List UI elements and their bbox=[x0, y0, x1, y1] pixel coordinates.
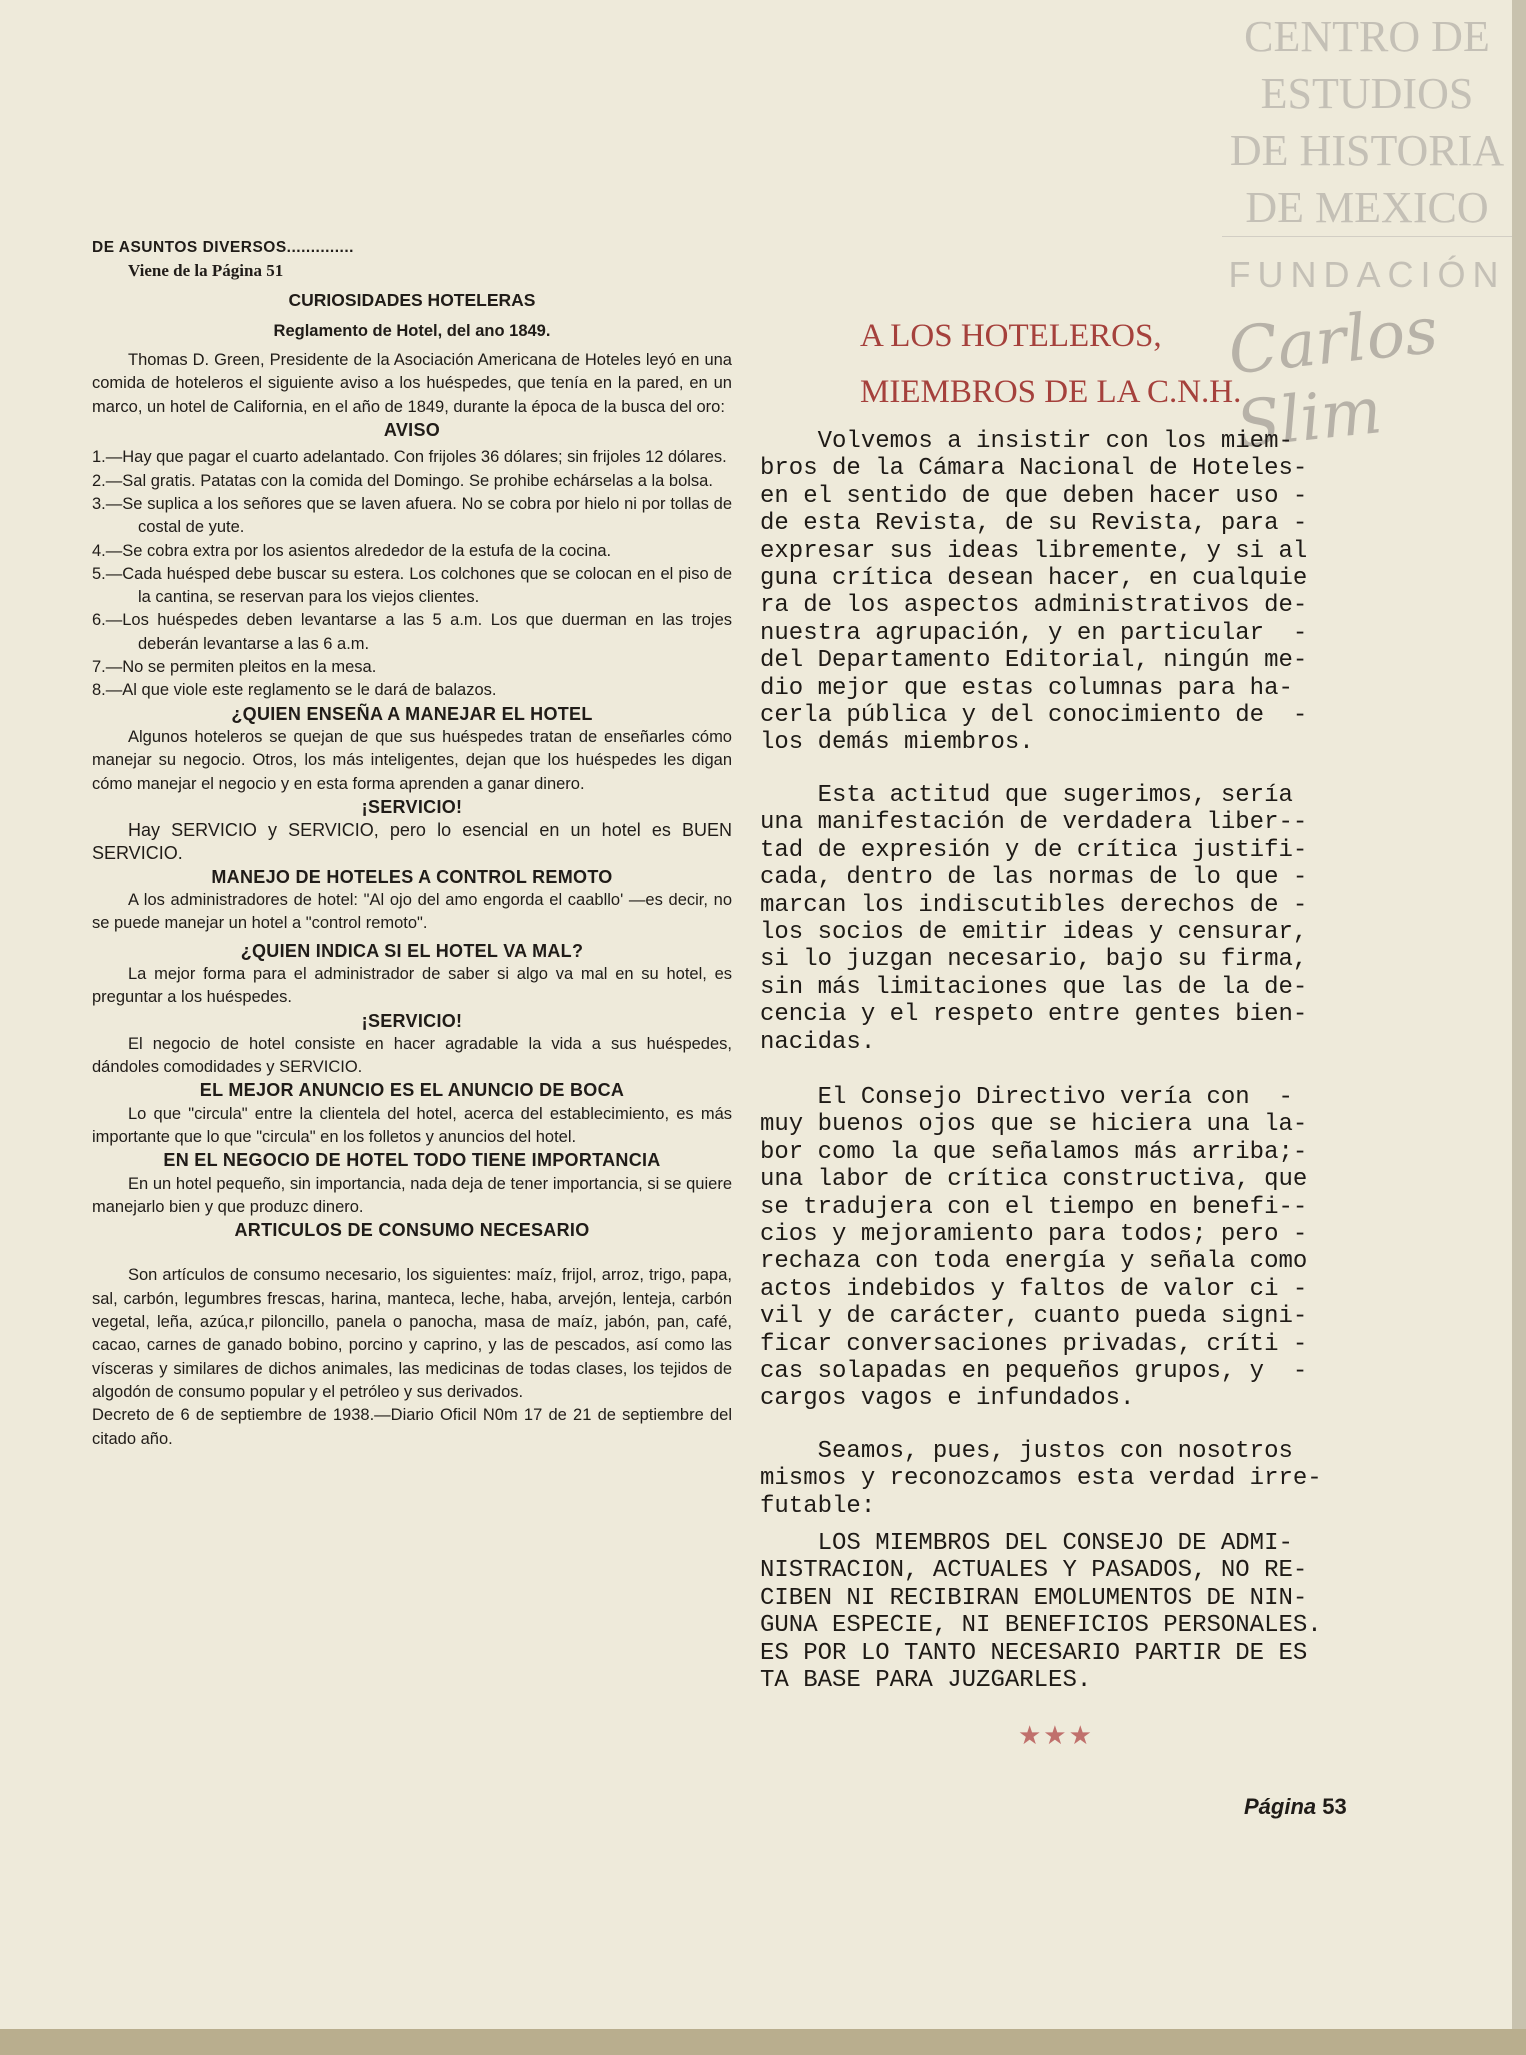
section-heading: EL MEJOR ANUNCIO ES EL ANUNCIO DE BOCA bbox=[199, 1080, 625, 1101]
watermark-rule bbox=[1222, 236, 1512, 237]
aviso-item: 1.—Hay que pagar el cuarto adelantado. Con frijoles 36 dólares; sin frijoles 12 dólares. bbox=[92, 448, 727, 467]
section-body: En un hotel pequeño, sin importancia, nada deja de tener importancia, si se quiere manejarlo bien y que produzc dinero. bbox=[92, 1174, 732, 1216]
right-paragraph-3: El Consejo Directivo vería con - muy buenos ojos que se hiciera una la- bor como la que señalamos más arriba;- una labor de crítica constructiva, que se tradujera con el tiempo en benefi-- cios y mejoramiento para todos; pero - rechaza con toda energía y señala como actos indebidos y faltos de valor ci - vil y de carácter, cuanto pueda signi- ficar conversaciones privadas, críti - cas solapadas en pequeños grupos, y - cargos vagos e infundados. bbox=[760, 1084, 1308, 1413]
aviso-item: 8.—Al que viole este reglamento se le dará de balazos. bbox=[92, 681, 497, 700]
aviso-item: 5.—Cada huésped debe buscar su estera. Los colchones que se colocan en el piso de la cantina, se reservan para los viejos clientes. bbox=[92, 564, 732, 607]
watermark-line-4: DE MEXICO bbox=[1245, 183, 1489, 232]
left-column bbox=[92, 236, 732, 1451]
bottom-edge bbox=[0, 2029, 1526, 2055]
watermark bbox=[1222, 8, 1512, 296]
watermark-signature: Carlos Slim bbox=[1225, 293, 1442, 463]
continued-from: Viene de la Página 51 bbox=[128, 261, 284, 281]
right-paragraph-2: Esta actitud que sugerimos, sería una manifestación de verdadera liber-- tad de expresión y de crítica justifi- cada, dentro de las normas de lo que - marcan los indiscutibles derechos de - los socios de emitir ideas y censurar, si lo juzgan necesario, bajo su firma, sin más limitaciones que las de la de- cencia y el respeto entre gentes bien- nacidas. bbox=[760, 782, 1308, 1056]
watermark-line-1: CENTRO DE bbox=[1244, 12, 1490, 61]
aviso-item: 6.—Los huéspedes deben levantarse a las 5 a.m. Los que duerman en las trojes deberán levantarse a las 6 a.m. bbox=[92, 611, 732, 653]
section-body: Hay SERVICIO y SERVICIO, pero lo esencial en un hotel es BUEN SERVICIO. bbox=[92, 820, 732, 864]
right-title-line-1: A LOS HOTELEROS, bbox=[860, 318, 1162, 354]
aviso-list bbox=[92, 446, 732, 702]
watermark-line-3: DE HISTORIA bbox=[1229, 126, 1505, 175]
section-heading: ¿QUIEN ENSEÑA A MANEJAR EL HOTEL bbox=[231, 703, 593, 724]
spacer bbox=[92, 1242, 732, 1264]
right-paragraph-1: Volvemos a insistir con los miem- bros de la Cámara Nacional de Hoteles- en el sentido de que deben hacer uso - de esta Revista, de su Revista, para - expresar sus ideas libremente, y si al guna crítica desean hacer, en cualquie ra de los aspectos administrativos de- nuestra agrupación, y en particular - del Departamento Editorial, ningún me- dio mejor que estas columnas para ha- cerla pública y del conocimiento de - los demás miembros. bbox=[760, 428, 1308, 757]
article-title: CURIOSIDADES HOTELERAS bbox=[288, 289, 536, 310]
aviso-item: 2.—Sal gratis. Patatas con la comida del Domingo. Se prohibe echárselas a la bolsa. bbox=[92, 471, 713, 490]
aviso-item: 3.—Se suplica a los señores que se laven afuera. No se cobra por hielo ni por tollas de costal de yute. bbox=[92, 494, 732, 537]
section-heading: ¿QUIEN INDICA SI EL HOTEL VA MAL? bbox=[240, 940, 584, 961]
aviso-item: 4.—Se cobra extra por los asientos alrededor de la estufa de la cocina. bbox=[92, 541, 612, 560]
page-number-value: 53 bbox=[1322, 1794, 1347, 1819]
section-body: La mejor forma para el administrador de saber si algo va mal en su hotel, es preguntar a los huéspedes. bbox=[92, 964, 732, 1007]
section-body: A los administradores de hotel: "Al ojo del amo engorda el caabllo' —es decir, no se puede manejar un hotel a "control remoto". bbox=[92, 891, 732, 933]
page-label: Página bbox=[1244, 1794, 1317, 1819]
intro-paragraph: Thomas D. Green, Presidente de la Asociación Americana de Hoteles leyó en una comida de hoteleros el siguiente aviso a los huéspedes, que tenía en la pared, en un marco, un hotel de California, en el año de 1849, durante la época de la busca del oro: bbox=[92, 351, 732, 416]
section-body: Son artículos de consumo necesario, los siguientes: maíz, frijol, arroz, trigo, papa, sal, carbón, legumbres frescas, harina, manteca, leche, haba, arvejón, lenteja, carbón vegetal, leña, azúca,r piloncillo, panela o panocha, masa de maíz, jabón, pan, café, cacao, carnes de ganado bobino, porcino y caprino, y las de pescados, así como las vísceras y similares de dichos animales, las medicinas de todas clases, los tejidos de algodón de consumo popular y el petróleo y sus derivados. bbox=[92, 1266, 732, 1401]
decree-note: Decreto de 6 de septiembre de 1938.—Diario Oficil N0m 17 de 21 de septiembre del citado año. bbox=[92, 1406, 732, 1448]
section-heading: ARTICULOS DE CONSUMO NECESARIO bbox=[234, 1220, 590, 1241]
watermark-line-2: ESTUDIOS bbox=[1260, 69, 1474, 118]
ornament-stars: ★★★ bbox=[1018, 1720, 1094, 1750]
right-paragraph-5: LOS MIEMBROS DEL CONSEJO DE ADMI- NISTRACION, ACTUALES Y PASADOS, NO RE- CIBEN NI RECIBIRAN EMOLUMENTOS DE NIN- GUNA ESPECIE, NI BENEFICIOS PERSONALES. ES POR LO TANTO NECESARIO PARTIR DE ES TA BASE PARA JUZGARLES. bbox=[760, 1530, 1322, 1695]
right-paragraph-4: Seamos, pues, justos con nosotros mismos y reconozcamos esta verdad irre- futable: bbox=[760, 1438, 1322, 1520]
section-body: Lo que "circula" entre la clientela del hotel, acerca del establecimiento, es más importante que lo que "circula" en los folletos y anuncios del hotel. bbox=[92, 1104, 732, 1146]
section-heading: ¡SERVICIO! bbox=[361, 796, 463, 817]
section-label: DE ASUNTOS DIVERSOS.............. bbox=[92, 239, 354, 256]
section-body: El negocio de hotel consiste en hacer agradable la vida a sus huéspedes, dándoles comodidades y SERVICIO. bbox=[92, 1034, 732, 1077]
section-body: Algunos hoteleros se quejan de que sus huéspedes tratan de enseñarles cómo manejar su negocio. Otros, los más inteligentes, dejan que los huéspedes les digan cómo manejar el negocio y en esta forma aprenden a ganar dinero. bbox=[92, 727, 732, 793]
right-title-line-2: MIEMBROS DE LA C.N.H. bbox=[860, 374, 1242, 410]
aviso-heading: AVISO bbox=[383, 420, 441, 441]
aviso-item: 7.—No se permiten pleitos en la mesa. bbox=[92, 658, 377, 677]
section-heading: MANEJO DE HOTELES A CONTROL REMOTO bbox=[211, 866, 613, 887]
watermark-foundation: FUNDACIÓN bbox=[1228, 254, 1506, 295]
section-heading: EN EL NEGOCIO DE HOTEL TODO TIENE IMPORTANCIA bbox=[163, 1150, 661, 1171]
section-heading: ¡SERVICIO! bbox=[361, 1010, 463, 1031]
article-subtitle: Reglamento de Hotel, del ano 1849. bbox=[273, 321, 551, 340]
page-number bbox=[1244, 1794, 1347, 1820]
